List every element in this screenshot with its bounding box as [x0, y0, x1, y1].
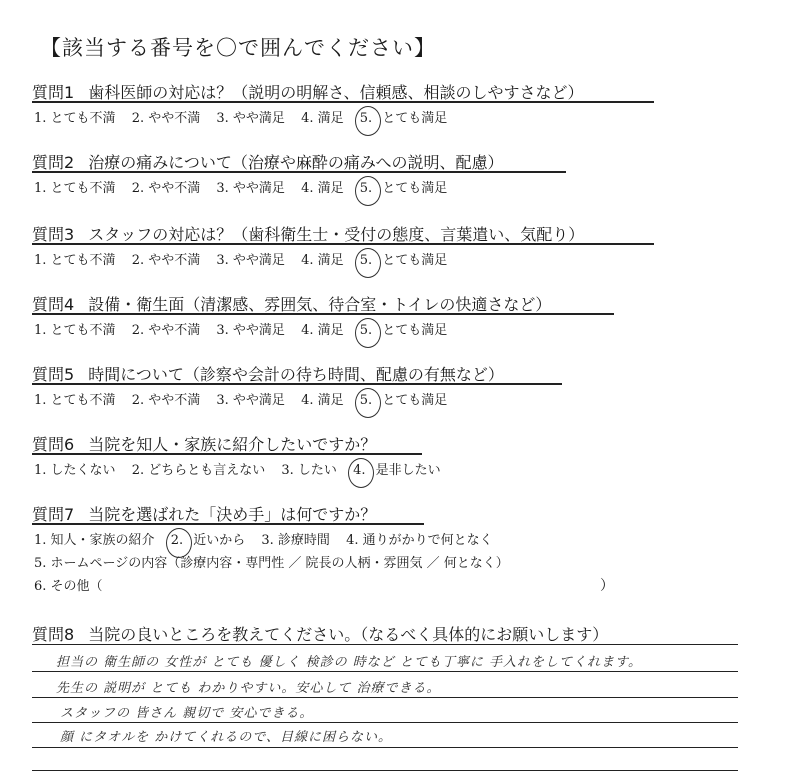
question-number: 質問7	[32, 505, 75, 524]
handwritten-answer-line: 顔 にタオルを かけてくれるので、目線に困らない。	[60, 730, 393, 745]
selection-circle	[348, 458, 374, 488]
question-underline	[32, 453, 422, 455]
question-underline	[32, 243, 654, 245]
option-4-selected[interactable]	[353, 463, 365, 478]
answer-options-row-1	[34, 529, 505, 548]
option-1[interactable]: 1. とても不満	[34, 393, 116, 408]
ruled-line	[32, 671, 738, 672]
option-3[interactable]: 3. したい	[281, 463, 337, 478]
question-1	[32, 80, 584, 103]
option-2[interactable]: 2. やや不満	[131, 253, 201, 268]
question-number: 質問2	[32, 153, 75, 172]
question-text: 時間について（診察や会計の待ち時間、配慮の有無など）	[88, 365, 504, 384]
question-6	[32, 432, 376, 455]
option-6-close-paren: ）	[600, 578, 614, 594]
question-text: 設備・衛生面（清潔感、雰囲気、待合室・トイレの快適さなど）	[88, 295, 552, 314]
option-1[interactable]: 1. とても不満	[34, 253, 116, 268]
option-6[interactable]: 6. その他（	[34, 579, 103, 594]
option-5-selected[interactable]	[360, 253, 372, 268]
ruled-line	[32, 722, 738, 723]
answer-options	[34, 389, 459, 408]
option-4[interactable]: 4. 通りがかりで何となく	[346, 533, 493, 548]
option-5-label: とても満足	[382, 181, 448, 196]
option-2[interactable]: 2. やや不満	[131, 323, 201, 338]
question-text: 歯科医師の対応は？（説明の明解さ、信頼感、相談のしやすさなど）	[88, 83, 584, 102]
option-3[interactable]: 3. やや満足	[216, 253, 285, 268]
question-number: 質問6	[32, 435, 75, 454]
option-5-selected[interactable]	[360, 393, 372, 408]
option-4[interactable]: 4. 満足	[301, 111, 344, 126]
option-5-selected[interactable]	[360, 181, 372, 196]
option-2-label: 近いから	[193, 533, 246, 548]
question-4	[32, 292, 551, 315]
ruled-line	[32, 747, 738, 748]
handwritten-answer-line: 担当の 衛生師の 女性が とても 優しく 検診の 時など とても丁寧に 手入れをしてくれます。	[56, 655, 643, 670]
question-number: 質問4	[32, 295, 75, 314]
answer-options-row-2	[34, 552, 521, 571]
question-text: 当院を選ばれた「決め手」は何ですか？	[88, 505, 377, 524]
question-number: 質問1	[32, 83, 75, 102]
option-2[interactable]: 2. やや不満	[131, 111, 201, 126]
option-3[interactable]: 3. 診療時間	[261, 533, 330, 548]
question-underline	[32, 101, 654, 103]
option-5[interactable]: 5. ホームページの内容（診療内容・専門性 ／ 院長の人柄・雰囲気 ／ 何となく）	[34, 556, 509, 571]
question-number: 質問3	[32, 225, 75, 244]
option-number: 5.	[359, 253, 373, 268]
question-text: スタッフの対応は？（歯科衛生士・受付の態度、言葉遣い、気配り）	[88, 225, 585, 244]
option-2[interactable]: 2. やや不満	[131, 393, 201, 408]
option-number: 5.	[359, 181, 373, 196]
option-1[interactable]: 1. とても不満	[34, 181, 116, 196]
answer-options-row-3	[34, 575, 115, 594]
answer-options	[34, 459, 453, 478]
option-4[interactable]: 4. 満足	[301, 393, 344, 408]
option-1[interactable]: 1. とても不満	[34, 323, 116, 338]
option-1[interactable]: 1. とても不満	[34, 111, 116, 126]
option-5-label: とても満足	[382, 323, 448, 338]
ruled-line	[32, 770, 738, 771]
question-underline	[32, 313, 614, 315]
option-3[interactable]: 3. やや満足	[216, 393, 285, 408]
option-1[interactable]: 1. 知人・家族の紹介	[34, 533, 155, 548]
option-5-selected[interactable]	[360, 111, 372, 126]
option-number: 5.	[359, 323, 373, 338]
question-text: 治療の痛みについて（治療や麻酔の痛みへの説明、配慮）	[88, 153, 504, 172]
answer-options	[34, 249, 459, 268]
selection-circle	[355, 106, 381, 136]
option-3[interactable]: 3. やや満足	[216, 111, 285, 126]
option-number: 2.	[170, 533, 184, 548]
option-5-label: とても満足	[382, 111, 448, 126]
option-5-label: とても満足	[382, 393, 448, 408]
answer-options	[34, 107, 459, 126]
selection-circle	[355, 318, 381, 348]
question-5	[32, 362, 504, 385]
question-number: 質問8	[32, 625, 75, 644]
question-underline	[32, 383, 562, 385]
question-8	[32, 622, 608, 645]
handwritten-answer-line: スタッフの 皆さん 親切で 安心できる。	[60, 706, 314, 721]
answer-options	[34, 177, 459, 196]
option-2[interactable]: 2. やや不満	[131, 181, 201, 196]
selection-circle	[355, 248, 381, 278]
question-7	[32, 502, 376, 525]
option-3[interactable]: 3. やや満足	[216, 181, 285, 196]
option-5-label: とても満足	[382, 253, 448, 268]
option-4-label: 是非したい	[375, 463, 441, 478]
handwritten-answer-line: 先生の 説明が とても わかりやすい。安心して 治療できる。	[56, 681, 441, 696]
option-2-selected[interactable]	[171, 533, 183, 548]
option-2[interactable]: 2. どちらとも言えない	[131, 463, 266, 478]
option-4[interactable]: 4. 満足	[301, 253, 344, 268]
question-underline	[32, 523, 424, 525]
option-number: 5.	[359, 393, 373, 408]
question-number: 質問5	[32, 365, 75, 384]
option-number: 4.	[353, 463, 366, 478]
selection-circle	[355, 176, 381, 206]
ruled-line	[32, 697, 738, 698]
option-3[interactable]: 3. やや満足	[216, 323, 285, 338]
option-1[interactable]: 1. したくない	[34, 463, 116, 478]
question-underline	[32, 171, 566, 173]
ruled-line	[32, 644, 738, 645]
survey-title: 【該当する番号を〇で囲んでください】	[40, 36, 436, 60]
question-3	[32, 222, 584, 245]
question-2	[32, 150, 504, 173]
question-text: 当院を知人・家族に紹介したいですか？	[88, 435, 377, 454]
option-5-selected[interactable]	[360, 323, 372, 338]
question-text: 当院の良いところを教えてください。（なるべく具体的にお願いします）	[88, 625, 609, 644]
selection-circle	[355, 388, 381, 418]
option-number: 5.	[359, 111, 373, 126]
option-4[interactable]: 4. 満足	[301, 181, 344, 196]
option-4[interactable]: 4. 満足	[301, 323, 344, 338]
answer-options	[34, 319, 459, 338]
